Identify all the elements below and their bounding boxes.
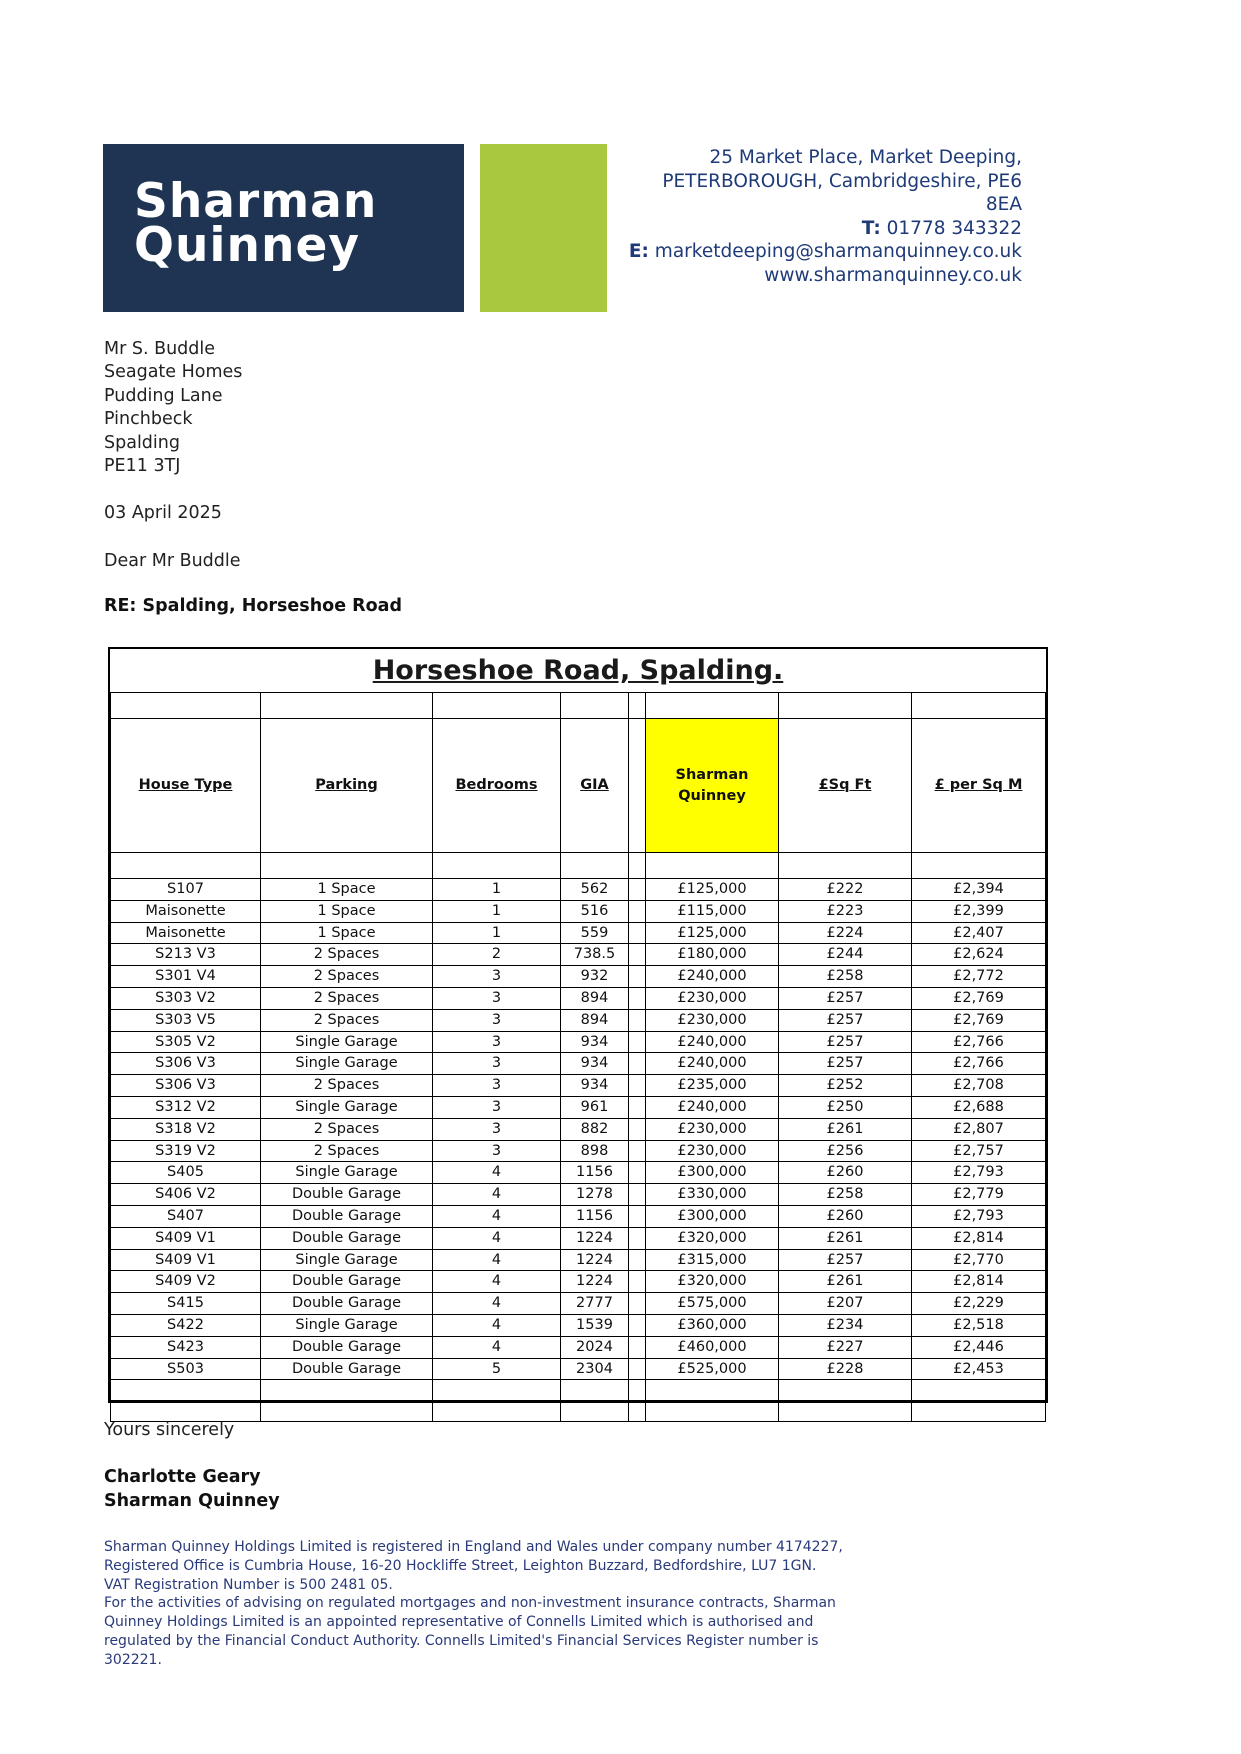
- cell-price-sqm: £2,779: [912, 1184, 1046, 1206]
- footer-registration: Sharman Quinney Holdings Limited is registered in England and Wales under company number 4174227, Registered Office is Cumbria House, 16-20 Hockliffe Street, Leighton Buzzard, Bedfordshire, LU7 1GN.: [104, 1539, 843, 1574]
- table-row: [111, 1009, 1046, 1031]
- cell-price-sqft: £260: [779, 1162, 912, 1184]
- cell-price-sqft: £258: [779, 1184, 912, 1206]
- cell-bedrooms: 4: [433, 1293, 561, 1315]
- cell-price-sqft: £223: [779, 900, 912, 922]
- cell-parking: Single Garage: [261, 1031, 433, 1053]
- cell-bedrooms: 5: [433, 1358, 561, 1380]
- cell-price-sqm: £2,793: [912, 1205, 1046, 1227]
- cell-house-type: S406 V2: [111, 1184, 261, 1206]
- email-label: E:: [628, 241, 649, 263]
- cell-price-sqft: £257: [779, 987, 912, 1009]
- cell-sharman-quinney: £180,000: [646, 944, 779, 966]
- tel-label: T:: [861, 217, 881, 239]
- column-separator: [629, 1271, 646, 1293]
- table-row: [111, 1314, 1046, 1336]
- cell-parking: 2 Spaces: [261, 966, 433, 988]
- column-separator: [629, 1096, 646, 1118]
- cell-price-sqft: £227: [779, 1336, 912, 1358]
- closing: Yours sincerely: [104, 1420, 235, 1440]
- cell-house-type: S312 V2: [111, 1096, 261, 1118]
- table-spacer-row: [111, 693, 1046, 719]
- column-separator: [629, 1249, 646, 1271]
- cell-house-type: S319 V2: [111, 1140, 261, 1162]
- column-separator: [629, 1293, 646, 1315]
- column-separator: [629, 966, 646, 988]
- cell-gia: 1278: [561, 1184, 629, 1206]
- column-separator: [629, 922, 646, 944]
- cell-price-sqft: £252: [779, 1075, 912, 1097]
- cell-price-sqm: £2,708: [912, 1075, 1046, 1097]
- table-row: [111, 1227, 1046, 1249]
- table-row: [111, 900, 1046, 922]
- cell-price-sqft: £234: [779, 1314, 912, 1336]
- cell-price-sqm: £2,624: [912, 944, 1046, 966]
- address-line-3: 8EA: [985, 194, 1022, 216]
- cell-house-type: S305 V2: [111, 1031, 261, 1053]
- cell-house-type: S107: [111, 879, 261, 901]
- cell-parking: 2 Spaces: [261, 944, 433, 966]
- signatory-name: Charlotte Geary: [104, 1467, 261, 1487]
- cell-parking: Single Garage: [261, 1249, 433, 1271]
- cell-gia: 882: [561, 1118, 629, 1140]
- cell-price-sqm: £2,757: [912, 1140, 1046, 1162]
- cell-parking: Double Garage: [261, 1205, 433, 1227]
- recipient-line: PE11 3TJ: [104, 456, 181, 477]
- cell-sharman-quinney: £230,000: [646, 1140, 779, 1162]
- table-row: [111, 987, 1046, 1009]
- table-row: [111, 1118, 1046, 1140]
- cell-sharman-quinney: £240,000: [646, 1053, 779, 1075]
- cell-sharman-quinney: £240,000: [646, 1096, 779, 1118]
- cell-parking: Double Garage: [261, 1293, 433, 1315]
- logo-green-block: [480, 144, 607, 312]
- cell-price-sqm: £2,688: [912, 1096, 1046, 1118]
- signature-block: [104, 1465, 280, 1513]
- cell-price-sqm: £2,807: [912, 1118, 1046, 1140]
- legal-footer: [104, 1538, 864, 1670]
- table-header-row: [111, 719, 1046, 853]
- cell-price-sqm: £2,766: [912, 1053, 1046, 1075]
- cell-bedrooms: 4: [433, 1249, 561, 1271]
- cell-house-type: S422: [111, 1314, 261, 1336]
- column-separator: [629, 1227, 646, 1249]
- cell-sharman-quinney: £230,000: [646, 987, 779, 1009]
- cell-parking: 2 Spaces: [261, 1118, 433, 1140]
- cell-price-sqm: £2,793: [912, 1162, 1046, 1184]
- address-line-2: PETERBOROUGH, Cambridgeshire, PE6: [662, 170, 1022, 192]
- header-house-type: House Type: [111, 719, 261, 853]
- cell-price-sqm: £2,399: [912, 900, 1046, 922]
- logo-line-2: Quinney: [134, 218, 360, 273]
- cell-parking: 2 Spaces: [261, 1140, 433, 1162]
- cell-sharman-quinney: £575,000: [646, 1293, 779, 1315]
- column-separator: [629, 1314, 646, 1336]
- header-bedrooms: Bedrooms: [433, 719, 561, 853]
- column-separator: [629, 944, 646, 966]
- cell-price-sqm: £2,769: [912, 1009, 1046, 1031]
- cell-gia: 1224: [561, 1249, 629, 1271]
- cell-price-sqm: £2,770: [912, 1249, 1046, 1271]
- header-sharman-quinney: Sharman Quinney: [646, 719, 779, 853]
- recipient-line: Mr S. Buddle: [104, 339, 216, 359]
- table-row: [111, 1358, 1046, 1380]
- cell-bedrooms: 3: [433, 966, 561, 988]
- table-row: [111, 1075, 1046, 1097]
- header-parking: Parking: [261, 719, 433, 853]
- cell-bedrooms: 4: [433, 1314, 561, 1336]
- recipient-line: Pudding Lane: [104, 385, 223, 406]
- cell-gia: 932: [561, 966, 629, 988]
- cell-sharman-quinney: £525,000: [646, 1358, 779, 1380]
- table-spacer-row: [111, 1401, 1046, 1422]
- cell-sharman-quinney: £115,000: [646, 900, 779, 922]
- cell-price-sqft: £257: [779, 1053, 912, 1075]
- column-separator: [629, 1118, 646, 1140]
- recipient-line: Pinchbeck: [104, 409, 193, 430]
- cell-price-sqft: £224: [779, 922, 912, 944]
- cell-gia: 1224: [561, 1271, 629, 1293]
- cell-gia: 934: [561, 1053, 629, 1075]
- cell-price-sqft: £207: [779, 1293, 912, 1315]
- cell-house-type: S503: [111, 1358, 261, 1380]
- cell-gia: 1156: [561, 1205, 629, 1227]
- cell-price-sqft: £258: [779, 966, 912, 988]
- table-row: [111, 1162, 1046, 1184]
- cell-price-sqm: £2,229: [912, 1293, 1046, 1315]
- table-row: [111, 1205, 1046, 1227]
- cell-price-sqm: £2,518: [912, 1314, 1046, 1336]
- table-row: [111, 1096, 1046, 1118]
- cell-gia: 1224: [561, 1227, 629, 1249]
- cell-gia: 2024: [561, 1336, 629, 1358]
- cell-price-sqm: £2,814: [912, 1271, 1046, 1293]
- cell-house-type: S405: [111, 1162, 261, 1184]
- cell-sharman-quinney: £315,000: [646, 1249, 779, 1271]
- cell-house-type: Maisonette: [111, 922, 261, 944]
- cell-gia: 894: [561, 987, 629, 1009]
- cell-parking: Double Garage: [261, 1358, 433, 1380]
- table-row: [111, 1249, 1046, 1271]
- cell-gia: 516: [561, 900, 629, 922]
- cell-house-type: S409 V1: [111, 1227, 261, 1249]
- table-title-text: Horseshoe Road, Spalding.: [372, 655, 784, 686]
- cell-house-type: S301 V4: [111, 966, 261, 988]
- company-logo: [103, 144, 607, 312]
- cell-sharman-quinney: £460,000: [646, 1336, 779, 1358]
- cell-price-sqm: £2,407: [912, 922, 1046, 944]
- signatory-company: Sharman Quinney: [104, 1491, 280, 1511]
- cell-parking: Double Garage: [261, 1184, 433, 1206]
- cell-sharman-quinney: £235,000: [646, 1075, 779, 1097]
- column-separator: [629, 1184, 646, 1206]
- cell-parking: Double Garage: [261, 1336, 433, 1358]
- cell-bedrooms: 1: [433, 900, 561, 922]
- cell-sharman-quinney: £320,000: [646, 1227, 779, 1249]
- cell-gia: 961: [561, 1096, 629, 1118]
- column-separator: [629, 1009, 646, 1031]
- cell-sharman-quinney: £360,000: [646, 1314, 779, 1336]
- table-row: [111, 1053, 1046, 1075]
- cell-price-sqm: £2,394: [912, 879, 1046, 901]
- logo-navy-block: [103, 144, 464, 312]
- table-row: [111, 944, 1046, 966]
- cell-gia: 2777: [561, 1293, 629, 1315]
- table-row: [111, 1140, 1046, 1162]
- pricing-grid: [110, 693, 1046, 1422]
- table-row: [111, 879, 1046, 901]
- cell-bedrooms: 3: [433, 987, 561, 1009]
- cell-price-sqft: £257: [779, 1031, 912, 1053]
- tel-number: 01778 343322: [880, 217, 1022, 239]
- cell-price-sqm: £2,769: [912, 987, 1046, 1009]
- recipient-address: [104, 338, 242, 478]
- cell-gia: 934: [561, 1075, 629, 1097]
- cell-house-type: S213 V3: [111, 944, 261, 966]
- cell-sharman-quinney: £240,000: [646, 966, 779, 988]
- cell-sharman-quinney: £125,000: [646, 922, 779, 944]
- cell-bedrooms: 3: [433, 1031, 561, 1053]
- email: [629, 240, 1022, 264]
- column-separator: [629, 900, 646, 922]
- subject-line: RE: Spalding, Horseshoe Road: [104, 596, 402, 616]
- column-separator: [629, 1053, 646, 1075]
- cell-bedrooms: 3: [433, 1053, 561, 1075]
- cell-bedrooms: 4: [433, 1227, 561, 1249]
- cell-sharman-quinney: £320,000: [646, 1271, 779, 1293]
- footer-vat: VAT Registration Number is 500 2481 05.: [104, 1576, 393, 1593]
- header-gia: GIA: [561, 719, 629, 853]
- cell-gia: 934: [561, 1031, 629, 1053]
- cell-price-sqft: £261: [779, 1271, 912, 1293]
- table-row: [111, 922, 1046, 944]
- cell-parking: 1 Space: [261, 900, 433, 922]
- cell-house-type: S409 V1: [111, 1249, 261, 1271]
- column-separator: [629, 1358, 646, 1380]
- cell-parking: Single Garage: [261, 1096, 433, 1118]
- cell-bedrooms: 2: [433, 944, 561, 966]
- cell-sharman-quinney: £240,000: [646, 1031, 779, 1053]
- footer-regulation: For the activities of advising on regulated mortgages and non-investment insurance contracts, Sharman Quinney Holdings Limited is an appointed representative of Connells Limited which is authorised and regulated by the Financial Conduct Authority. Connells Limited's Financial Services Register number is 302221.: [104, 1595, 836, 1668]
- cell-parking: Double Garage: [261, 1271, 433, 1293]
- table-row: [111, 1184, 1046, 1206]
- table-row: [111, 966, 1046, 988]
- cell-parking: 2 Spaces: [261, 1075, 433, 1097]
- table-row: [111, 1271, 1046, 1293]
- cell-house-type: S318 V2: [111, 1118, 261, 1140]
- cell-bedrooms: 1: [433, 922, 561, 944]
- table-row: [111, 1336, 1046, 1358]
- letter-date: 03 April 2025: [104, 503, 222, 523]
- cell-parking: Double Garage: [261, 1227, 433, 1249]
- table-title: [110, 649, 1046, 693]
- cell-sharman-quinney: £300,000: [646, 1205, 779, 1227]
- cell-parking: 1 Space: [261, 922, 433, 944]
- cell-gia: 894: [561, 1009, 629, 1031]
- cell-gia: 1156: [561, 1162, 629, 1184]
- cell-house-type: S303 V5: [111, 1009, 261, 1031]
- column-separator: [629, 1162, 646, 1184]
- cell-parking: 1 Space: [261, 879, 433, 901]
- recipient-line: Spalding: [104, 432, 180, 453]
- cell-sharman-quinney: £330,000: [646, 1184, 779, 1206]
- cell-price-sqft: £244: [779, 944, 912, 966]
- cell-price-sqft: £261: [779, 1227, 912, 1249]
- header-price-sqm: £ per Sq M: [912, 719, 1046, 853]
- cell-price-sqm: £2,766: [912, 1031, 1046, 1053]
- cell-bedrooms: 4: [433, 1205, 561, 1227]
- cell-house-type: S303 V2: [111, 987, 261, 1009]
- column-separator: [629, 1205, 646, 1227]
- cell-house-type: Maisonette: [111, 900, 261, 922]
- cell-price-sqm: £2,772: [912, 966, 1046, 988]
- pricing-table: [108, 647, 1048, 1403]
- cell-bedrooms: 3: [433, 1118, 561, 1140]
- cell-house-type: S415: [111, 1293, 261, 1315]
- logo-line-1: Sharman: [134, 174, 378, 229]
- cell-price-sqm: £2,814: [912, 1227, 1046, 1249]
- address-line-1: 25 Market Place, Market Deeping,: [709, 147, 1022, 168]
- cell-parking: Single Garage: [261, 1314, 433, 1336]
- cell-sharman-quinney: £300,000: [646, 1162, 779, 1184]
- cell-bedrooms: 3: [433, 1140, 561, 1162]
- website[interactable]: www.sharmanquinney.co.uk: [764, 264, 1022, 286]
- greeting: Dear Mr Buddle: [104, 551, 241, 571]
- header-price-sqft: £Sq Ft: [779, 719, 912, 853]
- cell-bedrooms: 3: [433, 1075, 561, 1097]
- cell-price-sqft: £222: [779, 879, 912, 901]
- cell-house-type: S306 V3: [111, 1075, 261, 1097]
- cell-bedrooms: 4: [433, 1271, 561, 1293]
- table-row: [111, 1031, 1046, 1053]
- cell-price-sqft: £260: [779, 1205, 912, 1227]
- cell-gia: 559: [561, 922, 629, 944]
- cell-price-sqft: £256: [779, 1140, 912, 1162]
- cell-gia: 2304: [561, 1358, 629, 1380]
- recipient-line: Seagate Homes: [104, 362, 243, 383]
- column-separator: [629, 879, 646, 901]
- cell-bedrooms: 3: [433, 1096, 561, 1118]
- logo-text: [134, 174, 378, 273]
- cell-parking: Single Garage: [261, 1162, 433, 1184]
- cell-bedrooms: 4: [433, 1184, 561, 1206]
- cell-price-sqft: £228: [779, 1358, 912, 1380]
- cell-sharman-quinney: £230,000: [646, 1009, 779, 1031]
- cell-price-sqft: £257: [779, 1249, 912, 1271]
- cell-price-sqft: £257: [779, 1009, 912, 1031]
- column-separator: [629, 1336, 646, 1358]
- cell-gia: 738.5: [561, 944, 629, 966]
- cell-bedrooms: 4: [433, 1336, 561, 1358]
- cell-bedrooms: 1: [433, 879, 561, 901]
- telephone: [629, 217, 1022, 241]
- cell-sharman-quinney: £230,000: [646, 1118, 779, 1140]
- cell-parking: 2 Spaces: [261, 1009, 433, 1031]
- table-spacer-row: [111, 1380, 1046, 1401]
- email-address[interactable]: marketdeeping@sharmanquinney.co.uk: [648, 241, 1022, 263]
- column-separator: [629, 1031, 646, 1053]
- cell-house-type: S306 V3: [111, 1053, 261, 1075]
- cell-price-sqm: £2,453: [912, 1358, 1046, 1380]
- column-separator: [629, 1075, 646, 1097]
- cell-sharman-quinney: £125,000: [646, 879, 779, 901]
- column-separator: [629, 719, 646, 853]
- cell-house-type: S423: [111, 1336, 261, 1358]
- cell-parking: Single Garage: [261, 1053, 433, 1075]
- table-spacer-row: [111, 853, 1046, 879]
- cell-price-sqft: £250: [779, 1096, 912, 1118]
- cell-bedrooms: 3: [433, 1009, 561, 1031]
- cell-price-sqft: £261: [779, 1118, 912, 1140]
- column-separator: [629, 1140, 646, 1162]
- company-address: [629, 146, 1022, 288]
- cell-gia: 562: [561, 879, 629, 901]
- column-separator: [629, 987, 646, 1009]
- table-row: [111, 1293, 1046, 1315]
- cell-house-type: S407: [111, 1205, 261, 1227]
- cell-gia: 1539: [561, 1314, 629, 1336]
- cell-gia: 898: [561, 1140, 629, 1162]
- cell-bedrooms: 4: [433, 1162, 561, 1184]
- cell-parking: 2 Spaces: [261, 987, 433, 1009]
- cell-price-sqm: £2,446: [912, 1336, 1046, 1358]
- cell-house-type: S409 V2: [111, 1271, 261, 1293]
